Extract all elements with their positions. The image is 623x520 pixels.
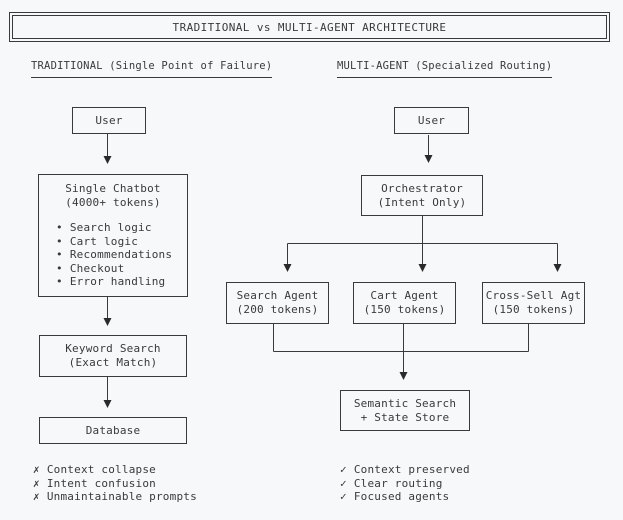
node-label: User xyxy=(95,113,123,127)
arrowhead-icon xyxy=(425,155,433,163)
bullet-icon: • xyxy=(56,248,63,262)
node-title: Cart Agent xyxy=(370,289,439,302)
list-item: ✓ Clear routing xyxy=(340,476,443,490)
chatbot-responsibility-list xyxy=(39,221,187,289)
check-icon: ✓ xyxy=(340,463,347,476)
node-subtitle: (150 tokens) xyxy=(363,303,446,316)
list-item: ✓ Context preserved xyxy=(340,463,470,476)
check-icon: ✓ xyxy=(340,476,347,490)
bullet-icon: • xyxy=(56,221,63,234)
ballot-x-icon: ✗ xyxy=(33,463,40,476)
list-item: ✗ Unmaintainable prompts xyxy=(33,490,197,504)
list-item: ✓ Focused agents xyxy=(340,490,450,504)
bullet-icon: • xyxy=(56,261,63,275)
node-database xyxy=(39,417,187,444)
traditional-column-header: TRADITIONAL (Single Point of Failure) xyxy=(31,60,272,78)
node-cross-sell-agent xyxy=(482,282,585,324)
list-item: ✗ Intent confusion xyxy=(33,476,156,490)
node-cart-agent xyxy=(353,282,456,324)
node-title: Single Chatbot xyxy=(65,182,161,195)
check-icon: ✓ xyxy=(340,490,347,504)
diagram-title-box xyxy=(9,12,610,42)
node-search-agent xyxy=(226,282,329,324)
arrowhead-icon xyxy=(400,372,408,380)
node-label: User xyxy=(417,113,446,127)
multi-agent-column-header: MULTI-AGENT (Specialized Routing) xyxy=(337,60,552,78)
node-subtitle: (Intent Only) xyxy=(377,195,467,209)
list-item: • Checkout xyxy=(56,261,125,275)
node-orchestrator xyxy=(361,175,483,216)
multi-agent-pros-list xyxy=(340,463,470,504)
list-item: • Recommendations xyxy=(56,248,173,262)
arrowhead-icon xyxy=(554,264,562,272)
node-title: Cross-Sell Agt xyxy=(485,289,582,302)
node-title: Search Agent xyxy=(236,289,319,302)
ballot-x-icon: ✗ xyxy=(33,490,40,504)
ballot-x-icon: ✗ xyxy=(33,476,40,490)
node-user-traditional xyxy=(72,107,146,134)
node-subtitle: + State Store xyxy=(360,410,450,424)
node-subtitle: (Exact Match) xyxy=(68,356,158,369)
node-keyword-search xyxy=(39,335,187,377)
list-item: • Error handling xyxy=(56,275,166,289)
node-user-multi-agent xyxy=(394,107,469,134)
bullet-icon: • xyxy=(56,275,63,289)
arrowhead-icon xyxy=(104,156,112,164)
arrowhead-icon xyxy=(104,318,112,326)
node-subtitle: (150 tokens) xyxy=(492,303,575,316)
node-subtitle: (4000+ tokens) xyxy=(65,196,161,209)
list-item: ✗ Context collapse xyxy=(33,463,156,476)
node-subtitle: (200 tokens) xyxy=(236,303,319,316)
node-semantic-search-store xyxy=(340,390,470,431)
list-item: • Cart logic xyxy=(56,234,139,248)
node-title: Orchestrator xyxy=(381,181,463,195)
bullet-icon: • xyxy=(56,234,63,248)
arrowhead-icon xyxy=(104,400,112,408)
node-title: Keyword Search xyxy=(65,342,161,355)
page-title: TRADITIONAL vs MULTI-AGENT ARCHITECTURE xyxy=(172,20,447,34)
traditional-cons-list xyxy=(33,463,197,504)
node-title: Semantic Search xyxy=(353,396,457,410)
node-single-chatbot xyxy=(38,174,188,297)
node-label: Database xyxy=(85,423,141,437)
arrowhead-icon xyxy=(419,264,427,272)
list-item: • Search logic xyxy=(56,221,152,234)
arrowhead-icon xyxy=(284,264,292,272)
